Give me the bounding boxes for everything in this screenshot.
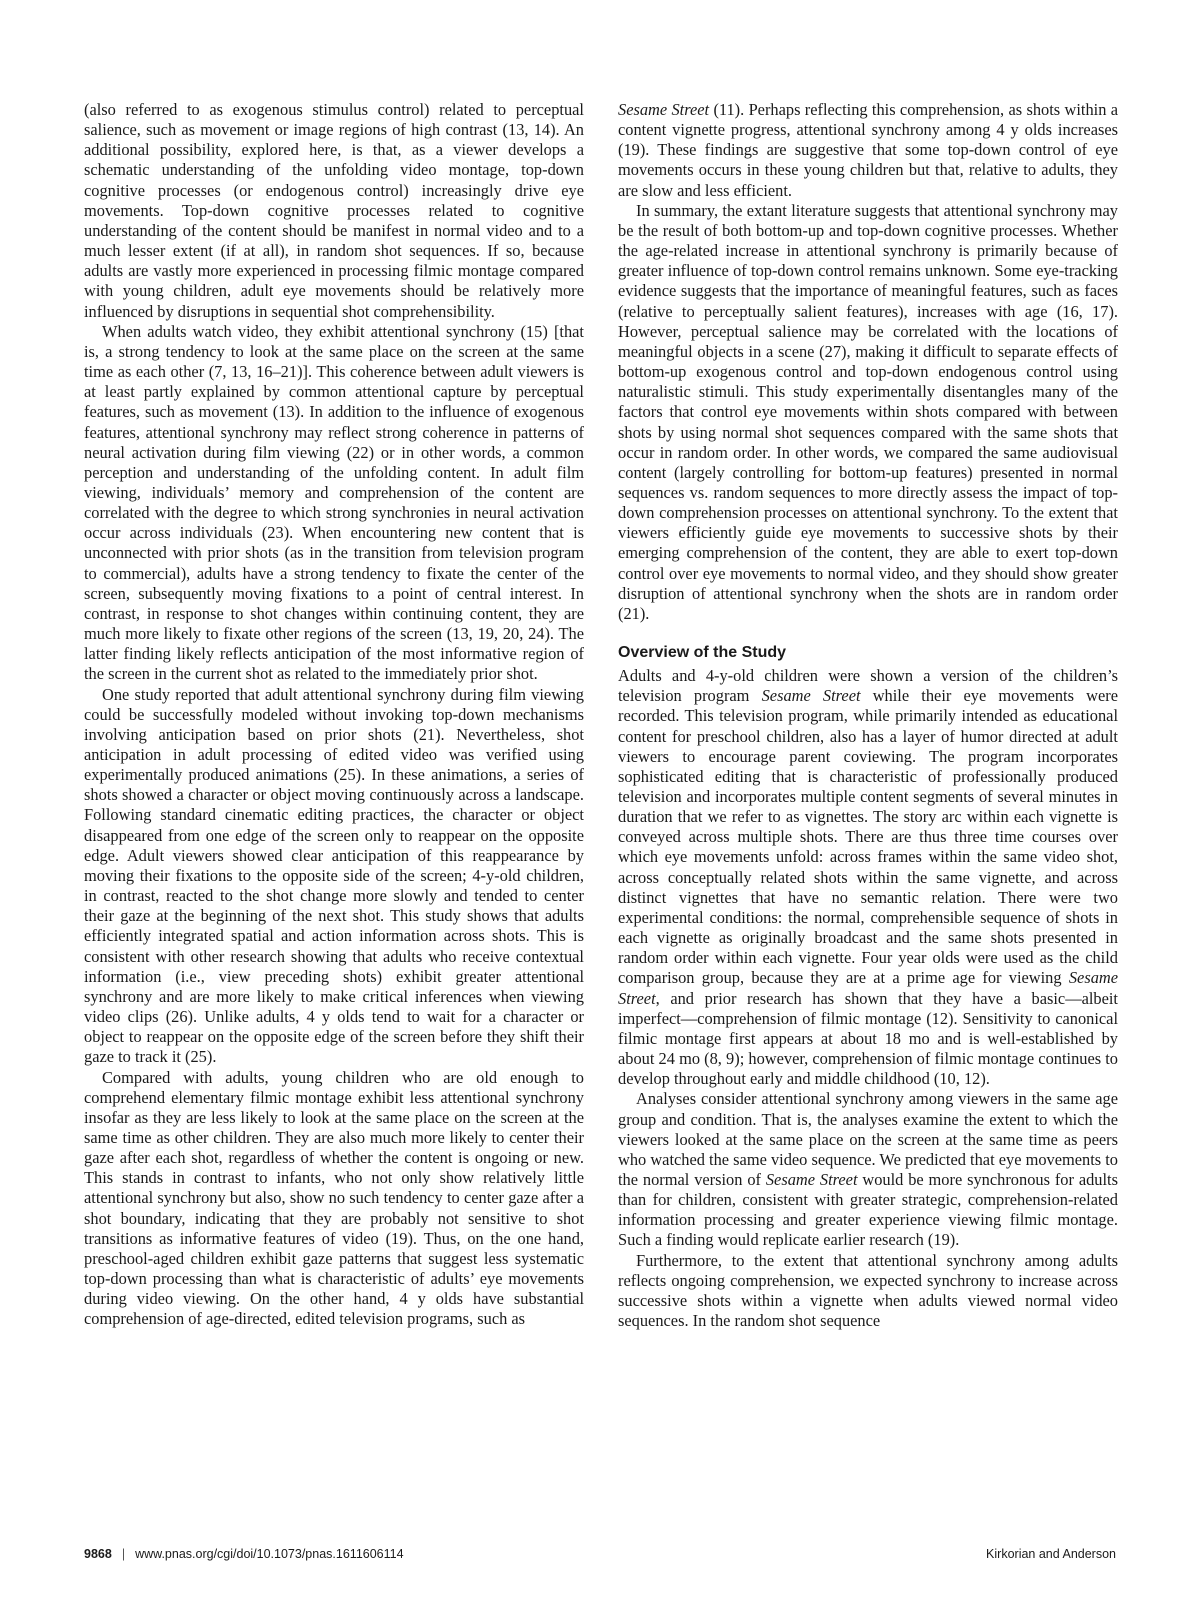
paragraph: One study reported that adult attentional synchrony during film viewing could be successfully modeled without invoking top-down mechanisms involving anticipation based on prior shots (21). Nevertheless, shot anticipation in adult processing of edited video was verified using experimentally produced animations (25). In these animations, a series of shots showed a character or object moving continuously across a landscape. Following standard cinematic editing practices, the character or object disappeared from one edge of the screen only to reappear on the opposite edge. Adult viewers showed clear anticipation of this reappearance by moving their fixations to the opposite side of the screen; 4-y-old children, in contrast, reacted to the shot change more slowly and tended to center their gaze at the beginning of the next shot. This study shows that adults efficiently integrated spatial and action information across shots. This is consistent with other research showing that adults who receive contextual information (i.e., view preceding shots) exhibit greater attentional synchrony and are more likely to make critical inferences when viewing video clips (26). Unlike adults, 4 y olds tend to wait for a character or object to reappear on the opposite edge of the screen before they shift their gaze to track it (25). bbox=[84, 684, 584, 1067]
paragraph: Sesame Street (11). Perhaps reflecting this comprehension, as shots within a content vignette progress, attentional synchrony among 4 y olds increases (19). These findings are suggestive that some top-down control of eye movements occurs in these young children but that, relative to adults, they are slow and less efficient. bbox=[618, 100, 1118, 200]
section-heading: Overview of the Study bbox=[618, 644, 787, 662]
page-number: 9868 bbox=[84, 1547, 112, 1561]
program-title: Sesame Street bbox=[761, 686, 861, 706]
paragraph: Compared with adults, young children who are old enough to comprehend elementary filmic montage exhibit less attentional synchrony insofar as they are less likely to look at the same place on the screen at the same time as other children. They are also much more likely to center their gaze after each shot, regardless of whether the content is ongoing or new. This stands in contrast to infants, who not only show relatively little attentional synchrony but also, show no such tendency to center gaze after a shot boundary, indicating that they are probably not sensitive to shot transitions as informative features of video (19). Thus, on the one hand, preschool-aged children exhibit gaze patterns that suggest less systematic top-down processing than what is characteristic of adults’ eye movements during video viewing. On the other hand, 4 y olds have substantial comprehension of age-directed, edited television programs, such as bbox=[84, 1067, 584, 1329]
paragraph: (also referred to as exogenous stimulus control) related to perceptual salience, such as movement or image regions of high contrast (13, 14). An additional possibility, explored here, is that, as a viewer develops a schematic understanding of the unfolding video montage, top-down cognitive processes (or endogenous control) increasingly drive eye movements. Top-down cognitive processes related to cognitive understanding of the content should be manifest in normal video and to a much lesser extent (if at all), in random shot sequences. If so, because adults are vastly more experienced in processing filmic montage compared with young children, adult eye movements should be relatively more influenced by disruptions in sequential shot comprehensibility. bbox=[84, 100, 584, 321]
left-column bbox=[84, 100, 584, 1330]
program-title: Sesame Street bbox=[765, 1169, 858, 1189]
paragraph: Adults and 4-y-old children were shown a version of the children’s television program Sesame Street while their eye movements were recorded. This television program, while primarily intended as educational content for preschool children, also has a layer of humor directed at adult viewers to encourage parent coviewing. The program incorporates sophisticated editing that is characteristic of professionally produced television and incorporates multiple content segments of several minutes in duration that we refer to as vignettes. The story arc within each vignette is conveyed across multiple shots. There are thus three time courses over which eye movements unfold: across frames within the same video shot, across conceptually related shots within the same vignette, and across distinct vignettes that have no semantic relation. There were two experimental conditions: the normal, comprehensible sequence of shots in each vignette as originally broadcast and the same shots presented in random order within each vignette. Four year olds were used as the child comparison group, because they are at a prime age for viewing Sesame Street, and prior research has shown that they have a basic—albeit imperfect—comprehension of filmic montage (12). Sensitivity to canonical filmic montage first appears at about 18 mo and is well-established by about 24 mo (8, 9); however, comprehension of filmic montage continues to develop throughout early and middle childhood (10, 12). bbox=[618, 666, 1118, 1089]
paragraph: When adults watch video, they exhibit attentional synchrony (15) [that is, a strong tendency to look at the same place on the screen at the same time as each other (7, 13, 16–21)]. This coherence between adult viewers is at least partly explained by common attentional capture by perceptual features, such as movement (13). In addition to the influence of exogenous features, attentional synchrony may reflect strong coherence in patterns of neural activation during film viewing (22) or in other words, a common perception and understanding of the unfolding content. In adult film viewing, individuals’ memory and comprehension of the content are correlated with the degree to which strong synchronies in neural activation occur across individuals (23). When encountering new content that is unconnected with prior shots (as in the transition from television program to commercial), adults have a strong tendency to fixate the center of the screen, subsequently moving fixations to a point of central interest. In contrast, in response to shot changes within continuing content, they are much more likely to fixate other regions of the screen (13, 19, 20, 24). The latter finding likely reflects anticipation of the most informative region of the screen in the current shot as related to the immediately prior shot. bbox=[84, 321, 584, 684]
paragraph: Furthermore, to the extent that attentional synchrony among adults reflects ongoing comprehension, we expected synchrony to increase across successive shots within a vignette when adults viewed normal video sequences. In the random shot sequence bbox=[618, 1250, 1118, 1331]
page-footer bbox=[84, 1547, 1116, 1567]
program-title: Sesame Street bbox=[618, 968, 1118, 1008]
right-column bbox=[618, 100, 1118, 1331]
doi-link[interactable]: www.pnas.org/cgi/doi/10.1073/pnas.1611606114 bbox=[135, 1547, 404, 1561]
paragraph: Analyses consider attentional synchrony among viewers in the same age group and condition. That is, the analyses examine the extent to which the viewers looked at the same place on the screen at the same time as peers who watched the same video sequence. We predicted that eye movements to the normal version of Sesame Street would be more synchronous for adults than for children, consistent with greater strategic, comprehension-related information processing and greater experience viewing filmic montage. Such a finding would replicate earlier research (19). bbox=[618, 1089, 1118, 1250]
paragraph: In summary, the extant literature suggests that attentional synchrony may be the result of both bottom-up and top-down cognitive processes. Whether the age-related increase in attentional synchrony is primarily because of greater influence of top-down control remains unknown. Some eye-tracking evidence suggests that the importance of meaningful features, such as faces (relative to perceptually salient features), increases with age (16, 17). However, perceptual salience may be correlated with the locations of meaningful objects in a scene (27), making it difficult to separate effects of bottom-up exogenous control and top-down endogenous control using naturalistic stimuli. This study experimentally disentangles many of the factors that control eye movements within shots compared with between shots by using normal shot sequences compared with the same shots that occur in random order. In other words, we compared the same audiovisual content (largely controlling for bottom-up features) presented in normal sequences vs. random sequences to more directly assess the impact of top-down comprehension processes on attentional synchrony. To the extent that viewers efficiently guide eye movements to successive shots by their emerging comprehension of the content, they are able to exert top-down control over eye movements to normal video, and they should show greater disruption of attentional synchrony when the shots are in random order (21). bbox=[618, 200, 1118, 623]
footer-separator: | bbox=[121, 1547, 126, 1561]
program-title: Sesame Street bbox=[618, 100, 710, 119]
running-authors: Kirkorian and Anderson bbox=[986, 1547, 1116, 1561]
